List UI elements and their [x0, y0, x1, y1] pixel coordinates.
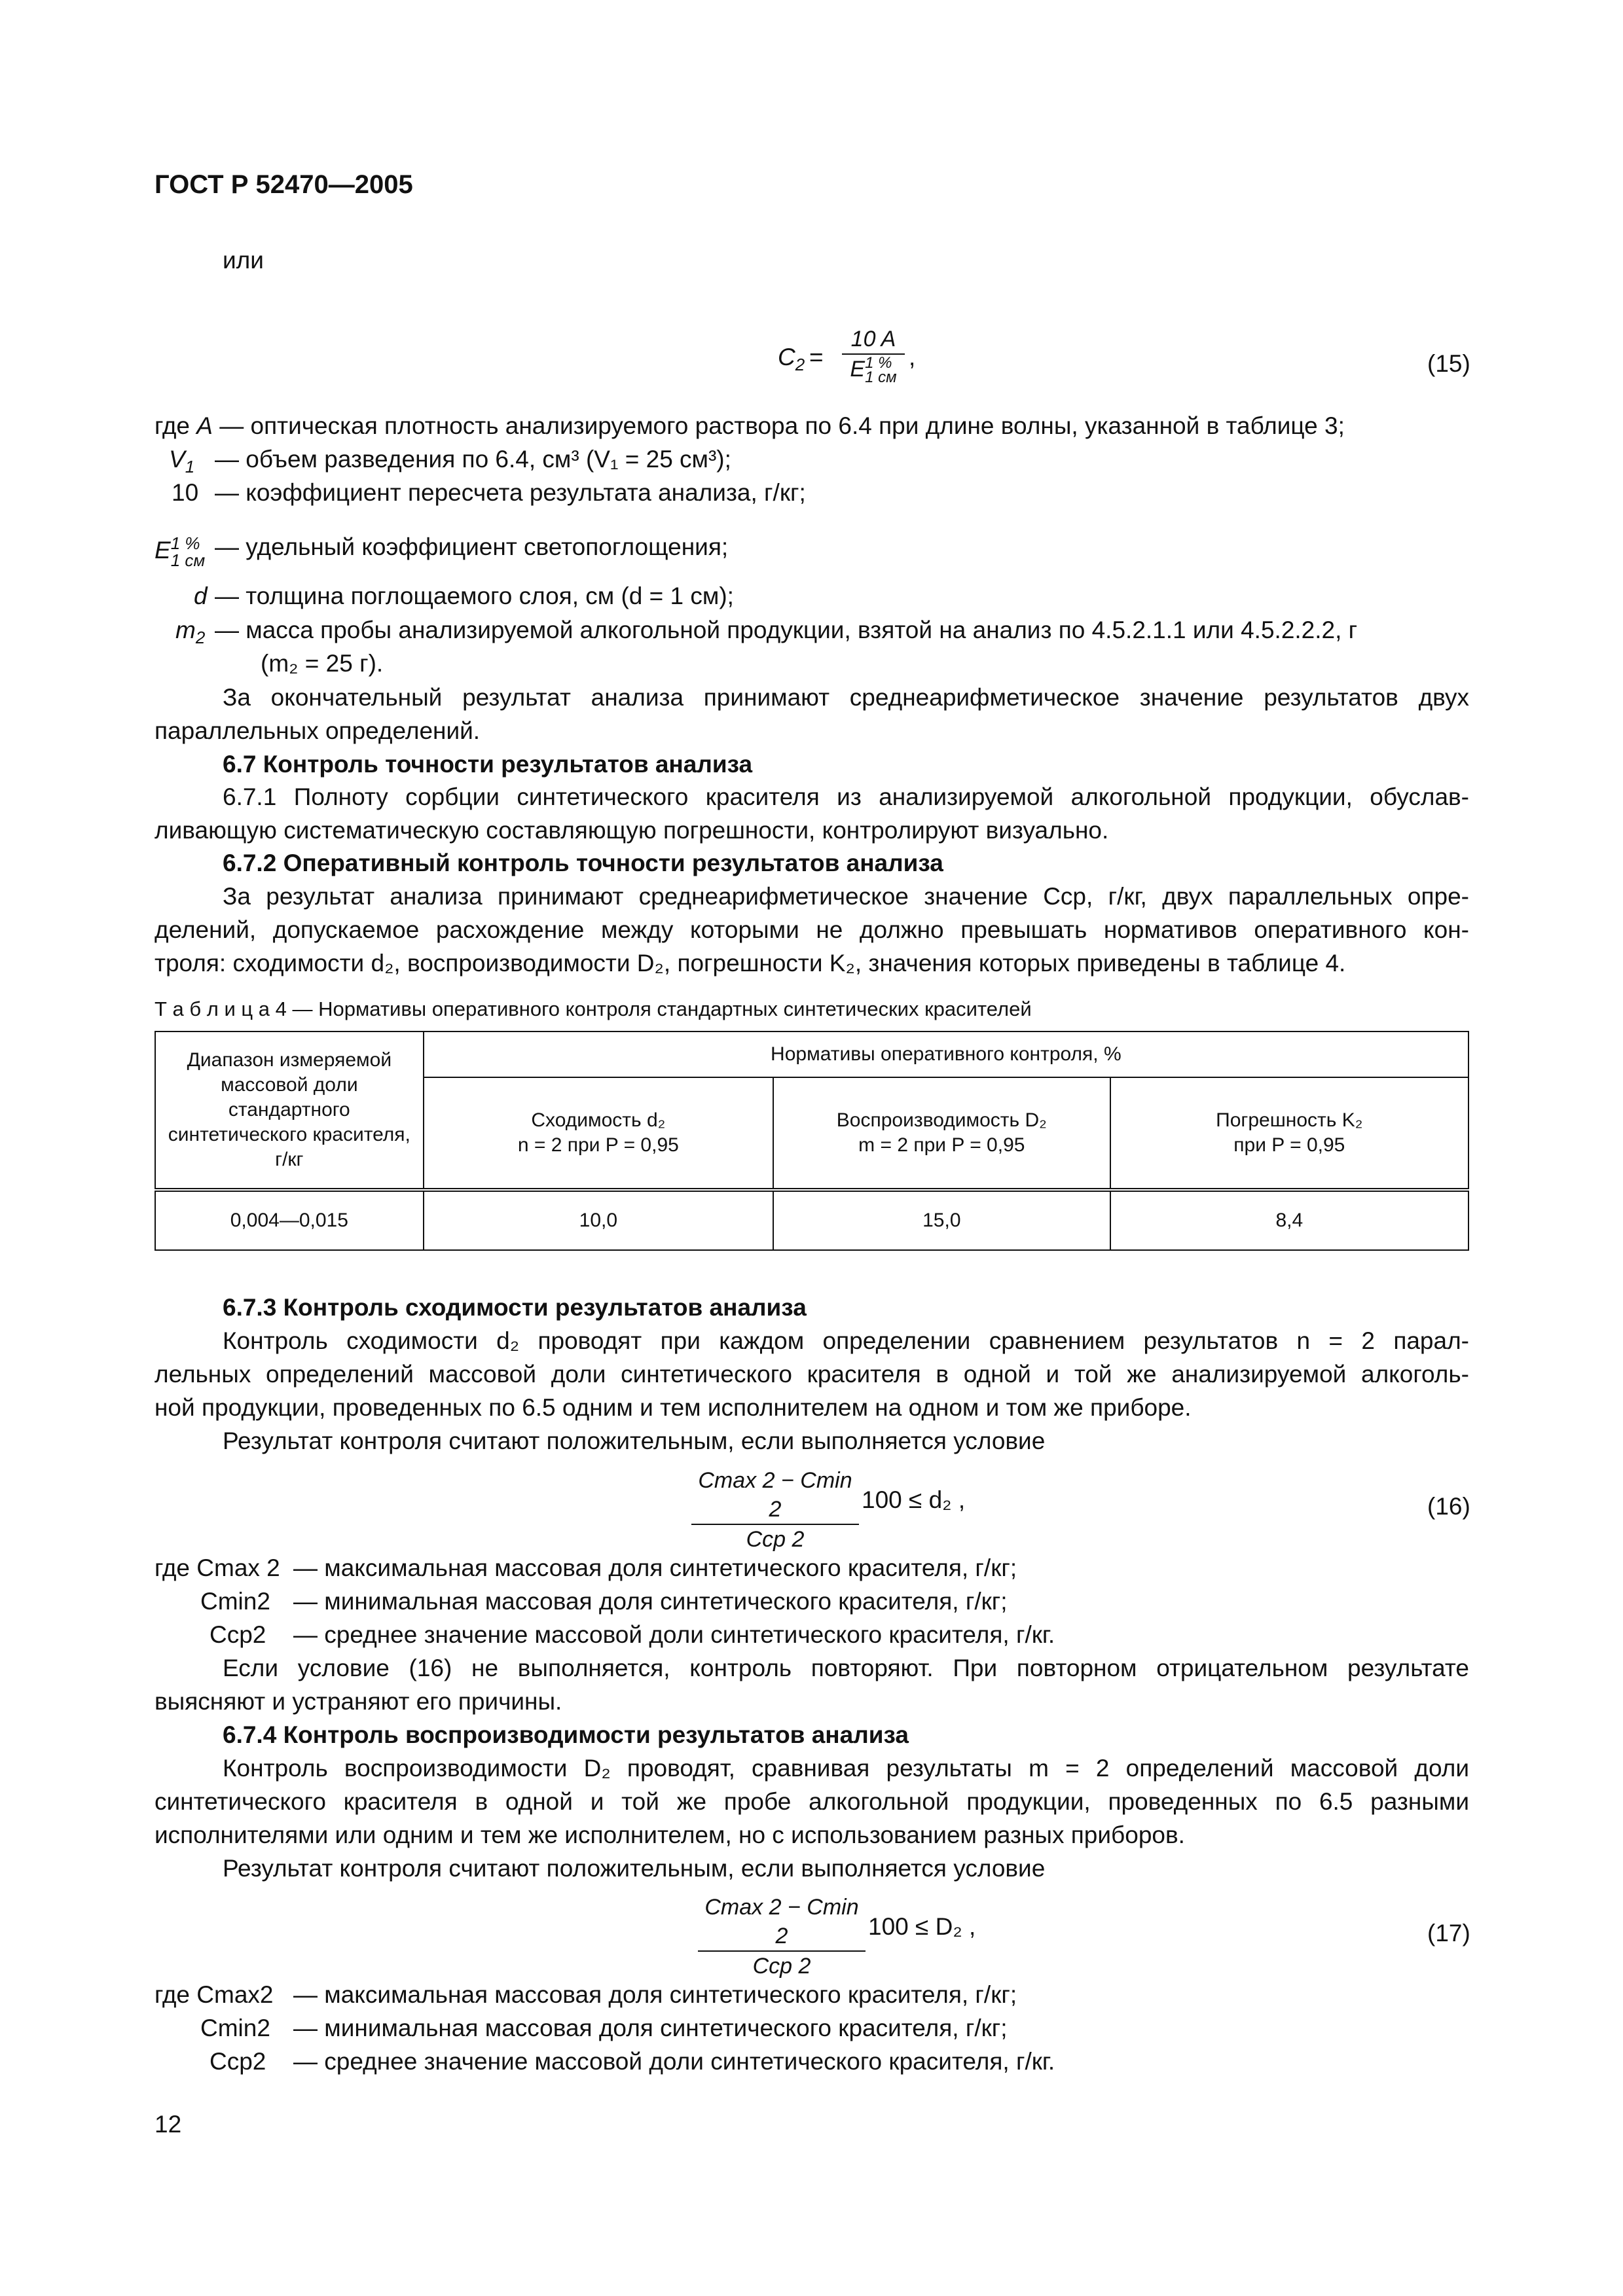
table4-caption: Т а б л и ц а 4 — Нормативы оперативного контроля стандартных синтетических красителей [155, 997, 1032, 1020]
p-6-7-4-line1: Контроль воспроизводимости D₂ проводят, сравнивая результаты m = 2 определений массовой доли [223, 1755, 1469, 1782]
table4-col0-header: Диапазон измеряемой массовой доли стандартного синтетического красителя, г/кг [155, 1031, 424, 1190]
table4-cell-d2: 10,0 [424, 1190, 773, 1250]
table-row [155, 1190, 1468, 1250]
def-10-text: — коэффициент пересчета результата анализа, г/кг; [215, 479, 806, 506]
p-6-7-2-line3: троля: сходимости d₂, воспроизводимости D₂, погрешности K₂, значения которых приведены в таблице 4. [155, 950, 1346, 977]
table4-subheader-error: Погрешность K₂ при P = 0,95 [1110, 1077, 1468, 1190]
p-6-7-3-line1: Контроль сходимости d₂ проводят при каждом определении сравнением результатов n = 2 парал- [223, 1327, 1469, 1354]
eq16-numerator: Cmax 2 − Cmin 2 [698, 1468, 852, 1522]
table4-group-header: Нормативы оперативного контроля, % [424, 1031, 1468, 1077]
p-6-7-4-line2: синтетического красителя в одной и той же пробе алкогольной продукции, проведенных по 6.5 разными [155, 1788, 1469, 1815]
eq15-tail: , [909, 344, 916, 370]
table4-header-row-1 [155, 1031, 1468, 1077]
para-final-line2: параллельных определений. [155, 717, 481, 744]
eq15-numerator: 10 A [850, 327, 896, 351]
p-repeat-line1: Если условие (16) не выполняется, контроль повторяют. При повторном отрицательном результате [223, 1655, 1469, 1681]
p-6-7-3-line2: лельных определений массовой доли синтетического красителя в одной и той же анализируемой алкоголь- [155, 1361, 1469, 1388]
def16-cav-symbol: Cср2 [210, 1621, 266, 1648]
def16-cmax-symbol: где Cmax 2 [155, 1554, 280, 1581]
def16-cmin-symbol: Cmin2 [200, 1588, 270, 1615]
def16-cav-text: — среднее значение массовой доли синтетического красителя, г/кг. [293, 1621, 1055, 1648]
eq15-equals: = [809, 344, 824, 370]
def-m2-text: — масса пробы анализируемой алкогольной продукции, взятой на анализ по 4.5.2.1.1 или 4.5.2.2.2, г [215, 617, 1358, 643]
eq17-numerator: Cmax 2 − Cmin 2 [704, 1895, 859, 1948]
p-6-7-2-line2: делений, допускаемое расхождение между которыми не должно превышать нормативов оперативного кон- [155, 916, 1469, 943]
def17-cmin-symbol: Cmin2 [200, 2015, 270, 2041]
table4-cell-range: 0,004—0,015 [155, 1190, 424, 1250]
eq17-number: (17) [1427, 1920, 1470, 1946]
heading-6-7-2: 6.7.2 Оперативный контроль точности результатов анализа [223, 850, 943, 876]
heading-6-7-3: 6.7.3 Контроль сходимости результатов анализа [223, 1294, 807, 1321]
eq15-number: (15) [1427, 350, 1470, 377]
def-E-symbol: E 1 % 1 см [155, 533, 206, 571]
def-m2-continuation: (m₂ = 25 г). [261, 650, 384, 677]
def-V1-text: — объем разведения по 6.4, см³ (V₁ = 25 см³); [215, 446, 731, 473]
def-m2-symbol: $m_2$ [175, 617, 206, 647]
eq16-number: (16) [1427, 1493, 1470, 1520]
table-4 [155, 1031, 1469, 1251]
def16-cmin-text: — минимальная массовая доля синтетического красителя, г/кг; [293, 1588, 1008, 1615]
def17-cav-symbol: Cср2 [210, 2048, 266, 2075]
eq15-denominator: E 1 % 1 см [850, 354, 897, 387]
table4-subheader-reproducibility: Воспроизводимость D₂ m = 2 при P = 0,95 [773, 1077, 1110, 1190]
eq17-tail: 100 ≤ D₂ , [868, 1913, 976, 1940]
eq16-tail: 100 ≤ d₂ , [862, 1486, 966, 1513]
eq17-fraction [698, 1893, 866, 1981]
para-final-line1: За окончательный результат анализа принимают среднеарифметическое значение результатов двух [223, 684, 1469, 711]
p-6-7-2-line1: За результат анализа принимают среднеарифметическое значение Cср, г/кг, двух параллельных опре- [223, 883, 1469, 910]
def17-cmin-text: — минимальная массовая доля синтетического красителя, г/кг; [293, 2015, 1008, 2041]
page-number: 12 [155, 2111, 182, 2138]
eq16-denominator: Cср 2 [746, 1527, 805, 1552]
def-10-symbol: 10 [172, 479, 199, 506]
p-6-7-4-line3: исполнителями или одним и тем же исполнителем, но с использованием разных приборов. [155, 1821, 1185, 1848]
heading-6-7-4: 6.7.4 Контроль воспроизводимости результатов анализа [223, 1721, 909, 1748]
def-A: где A — оптическая плотность анализируемого раствора по 6.4 при длине волны, указанной в таблице 3; [155, 412, 1345, 439]
p-6-7-3-line3: ной продукции, проведенных по 6.5 одним и тем исполнителем на одном и том же приборе. [155, 1394, 1192, 1421]
table4-cell-K2: 8,4 [1110, 1190, 1468, 1250]
intro-word: или [223, 247, 264, 274]
p-6-7-1-line1: 6.7.1 Полноту сорбции синтетического красителя из анализируемой алкогольной продукции, обуслав- [223, 783, 1469, 810]
def16-cmax-text: — максимальная массовая доля синтетического красителя, г/кг; [293, 1554, 1017, 1581]
def-V1-symbol: $V_1$ [169, 446, 195, 476]
heading-6-7: 6.7 Контроль точности результатов анализа [223, 751, 753, 778]
def-d-symbol: d [194, 583, 208, 609]
table4-subheader-convergence: Сходимость d₂ n = 2 при P = 0,95 [424, 1077, 773, 1190]
eq15-fraction [842, 325, 905, 385]
table4-cell-D2: 15,0 [773, 1190, 1110, 1250]
doc-code-header: ГОСТ Р 52470—2005 [155, 170, 413, 199]
def17-cmax-text: — максимальная массовая доля синтетического красителя, г/кг; [293, 1981, 1017, 2008]
p-6-7-1-line2: ливающую систематическую составляющую погрешности, контролируют визуально. [155, 817, 1109, 844]
p-6-7-3-line4: Результат контроля считают положительным, если выполняется условие [223, 1427, 1046, 1454]
eq16-fraction [691, 1466, 859, 1554]
def-E-text: — удельный коэффициент светопоглощения; [215, 533, 729, 560]
def-d-text: — толщина поглощаемого слоя, см (d = 1 см); [215, 583, 734, 609]
p-6-7-4-line4: Результат контроля считают положительным, если выполняется условие [223, 1855, 1046, 1882]
eq17-denominator: Cср 2 [752, 1954, 811, 1979]
p-repeat-line2: выясняют и устраняют его причины. [155, 1688, 562, 1715]
eq15-lhs: $C_2$ [778, 344, 805, 374]
def17-cmax-symbol: где Cmax2 [155, 1981, 274, 2008]
def17-cav-text: — среднее значение массовой доли синтетического красителя, г/кг. [293, 2048, 1055, 2075]
